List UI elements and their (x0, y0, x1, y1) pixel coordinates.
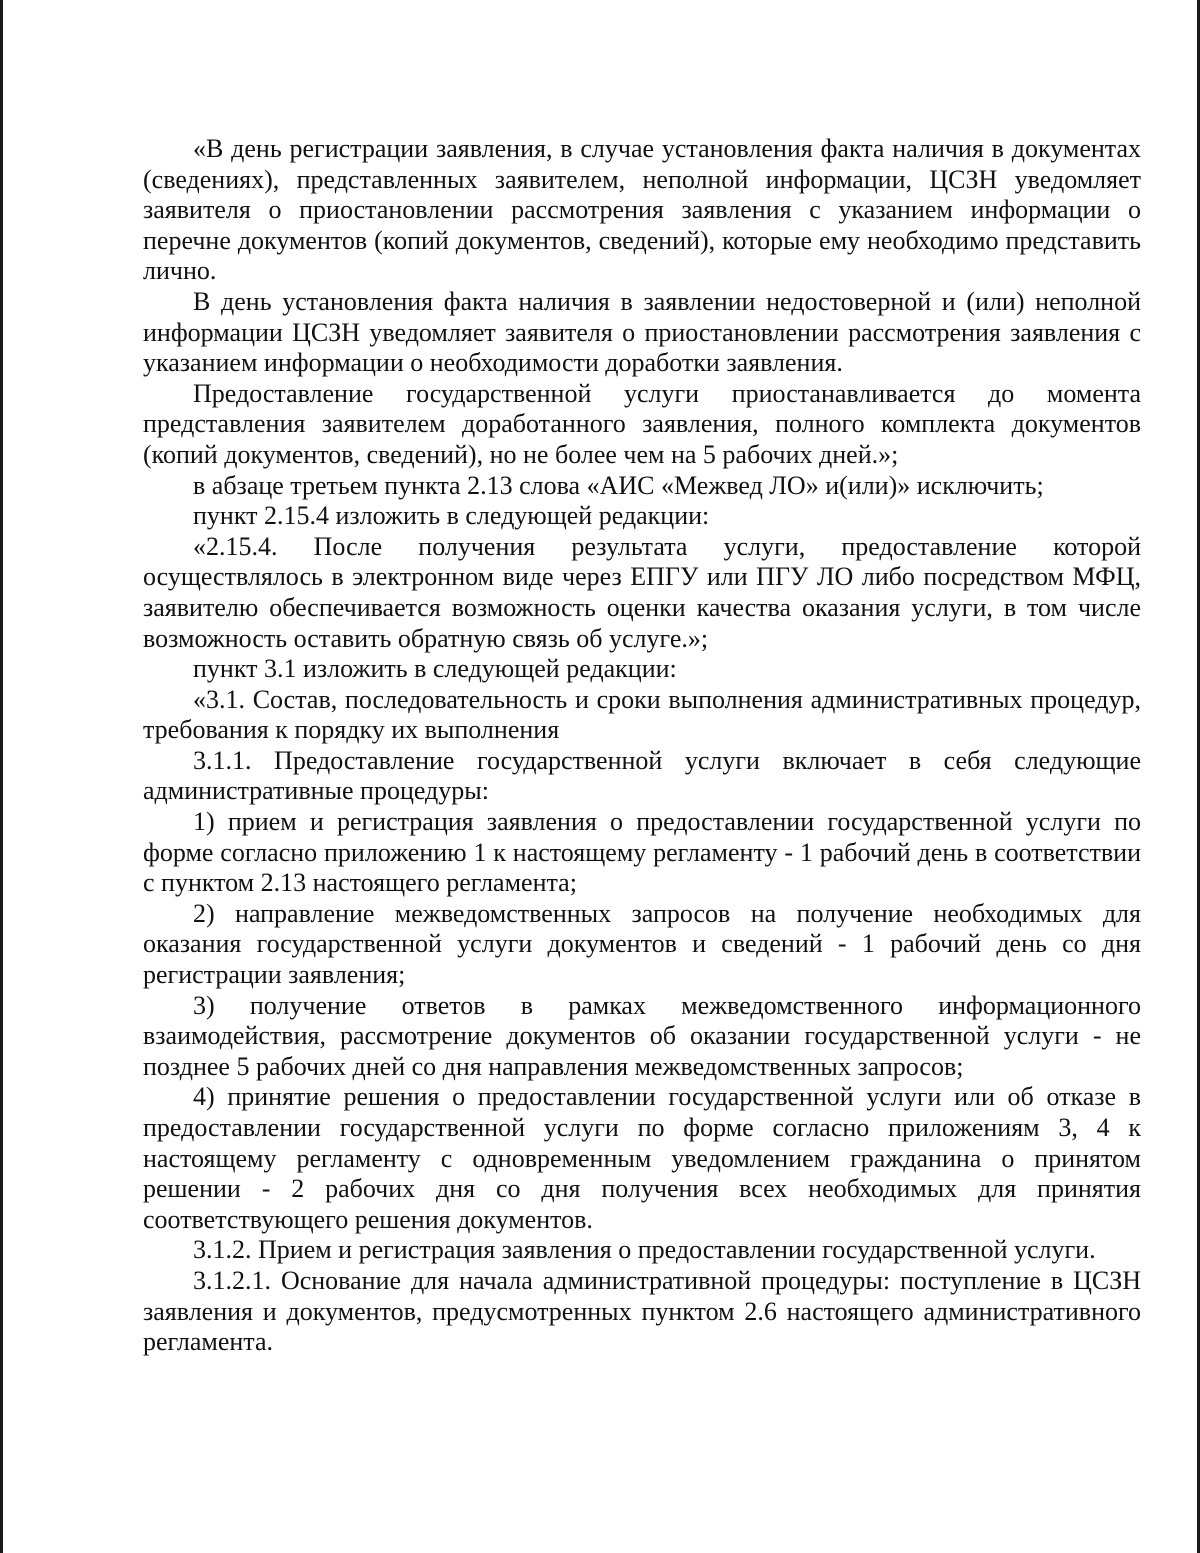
paragraph-3-1-2: 3.1.2. Прием и регистрация заявления о предоставлении государственной услуги. (193, 1235, 1096, 1265)
paragraph-3-1-2-1: 3.1.2.1. Основание для начала административной процедуры: поступление в ЦСЗН заявления и документов, предусмотренных пунктом 2.6 настоящего административного регламента. (143, 1265, 1141, 1357)
paragraph-2-15-4-text: «2.15.4. После получения результата услуги, предоставление которой осуществлялось в электронном виде через ЕПГУ или ПГУ ЛО либо посредством МФЦ, заявителю обеспечивается возможность оценки качества оказания услуги, в том числе возможность оставить обратную связь об услуге.»; (143, 531, 1141, 653)
document-body (143, 134, 1141, 1358)
scan-edge-left (0, 0, 3, 1553)
paragraph-suspension-notice: «В день регистрации заявления, в случае установления факта наличия в документах (сведениях), представленных заявителем, неполной информации, ЦСЗН уведомляет заявителя о приостановлении рассмотрения заявления с указанием информации о перечне документов (копий документов, сведений), которые ему необходимо представить лично. (143, 134, 1141, 286)
paragraph-amendment-3-1: пункт 3.1 изложить в следующей редакции: (193, 654, 677, 684)
list-item-procedure-3: 3) получение ответов в рамках межведомственного информационного взаимодействия, рассмотрение документов об оказании государственной услуги - не позднее 5 рабочих дней со дня направления межведомственных запросов; (143, 990, 1141, 1081)
list-item-procedure-1: 1) прием и регистрация заявления о предоставлении государственной услуги по форме согласно приложению 1 к настоящему регламенту - 1 рабочий день в соответствии с пунктом 2.13 настоящего регламента; (143, 807, 1141, 898)
paragraph-unreliable-info: В день установления факта наличия в заявлении недостоверной и (или) неполной информации ЦСЗН уведомляет заявителя о приостановлении рассмотрения заявления с указанием информации о необходимости доработки заявления. (143, 286, 1141, 378)
paragraph-3-1-1: 3.1.1. Предоставление государственной услуги включает в себя следующие административные процедуры: (143, 745, 1141, 806)
paragraph-suspension-period: Предоставление государственной услуги приостанавливается до момента представления заявителем доработанного заявления, полного комплекта документов (копий документов, сведений), но не более чем на 5 рабочих дней.»; (143, 378, 1141, 469)
paragraph-3-1-heading: «3.1. Состав, последовательность и сроки выполнения административных процедур, требования к порядку их выполнения (143, 684, 1141, 745)
paragraph-amendment-2-15-4: пункт 2.15.4 изложить в следующей редакции: (193, 501, 710, 531)
paragraph-amendment-2-13: в абзаце третьем пункта 2.13 слова «АИС «Межвед ЛО» и(или)» исключить; (193, 470, 1044, 500)
list-item-procedure-4: 4) принятие решения о предоставлении государственной услуги или об отказе в предоставлении государственной услуги по форме согласно приложениям 3, 4 к настоящему регламенту с одновременным уведомлением гражданина о принятом решении - 2 рабочих дня со дня получения всех необходимых для принятия соответствующего решения документов. (143, 1082, 1141, 1234)
list-item-procedure-2: 2) направление межведомственных запросов на получение необходимых для оказания государственной услуги документов и сведений - 1 рабочий день со дня регистрации заявления; (143, 898, 1141, 990)
